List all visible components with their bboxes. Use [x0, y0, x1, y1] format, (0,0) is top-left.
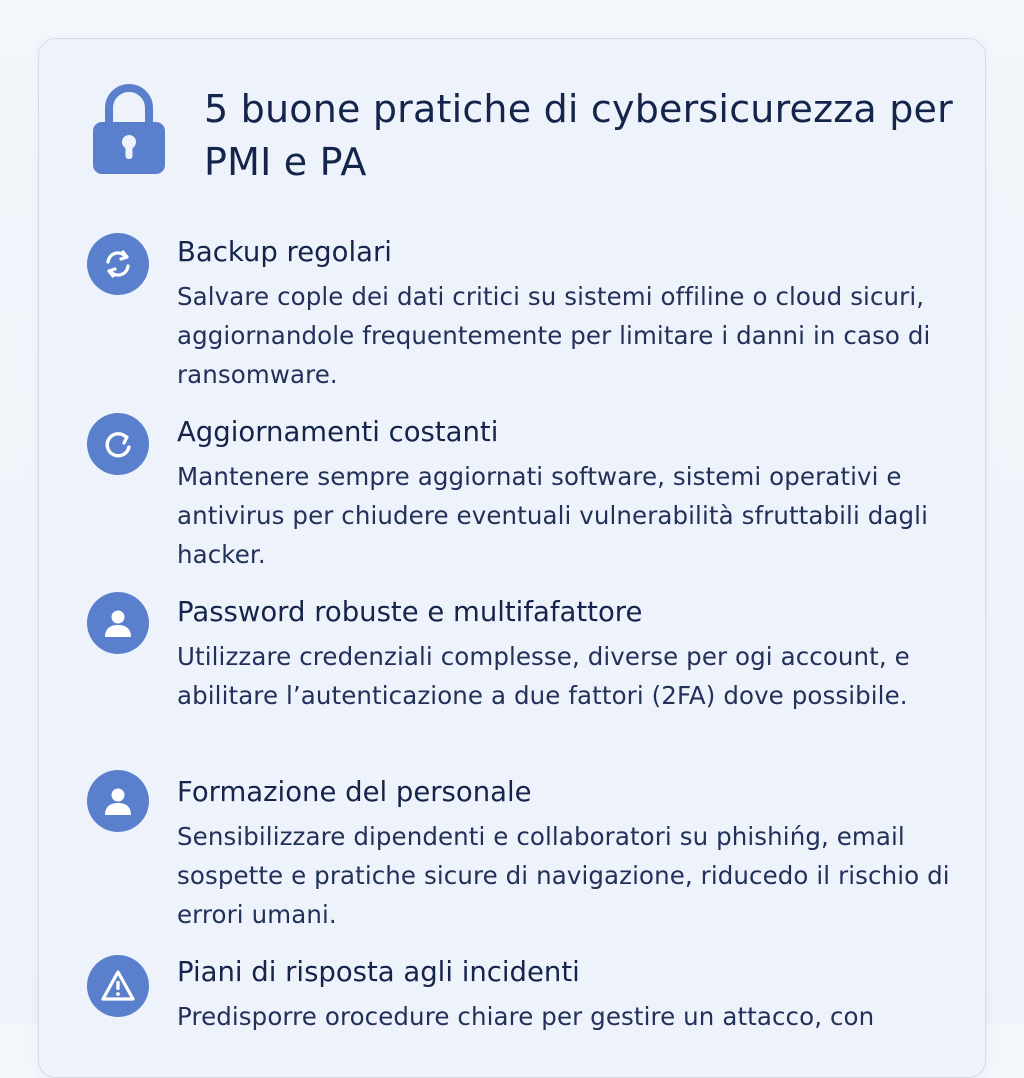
item-title: Backup regolari — [177, 236, 392, 268]
item-title: Piani di risposta agli incidenti — [177, 956, 580, 988]
refresh-icon — [87, 413, 149, 475]
item-description: Predisporre orocedure chiare per gestire un attacco, con — [177, 1002, 875, 1031]
item-title: Formazione del personale — [177, 776, 532, 808]
item-title: Aggiornamenti costanti — [177, 416, 499, 448]
item-title: Password robuste e multifafattore — [177, 596, 643, 628]
page-title: 5 buone pratiche di cybersicurezza per PMI e PA — [204, 87, 953, 184]
lock-icon — [93, 82, 165, 174]
item-description: Mantenere sempre aggiornati software, sistemi operativi e antivirus per chiudere eventuali vulnerabilità sfruttabili dagli hacker. — [177, 462, 928, 569]
item-description: Salvare cople dei dati critici su sistemi offiline o cloud sicuri, aggiornandole frequentemente per limitare i danni in caso di ransomware. — [177, 282, 931, 389]
infographic-card — [38, 38, 986, 1078]
sync-icon — [87, 233, 149, 295]
item-description: Utilizzare credenziali complesse, diverse per ogi account, e abilitare l’autenticazione a due fattori (2FA) dove possibile. — [177, 642, 910, 710]
item-description: Sensibilizzare dipendenti e collaboratori su phishińg, email sospette e pratiche sicure di navigazione, riducedo il rischio di errori umani. — [177, 822, 950, 929]
user-icon — [87, 770, 149, 832]
warning-icon — [87, 955, 149, 1017]
user-icon — [87, 592, 149, 654]
